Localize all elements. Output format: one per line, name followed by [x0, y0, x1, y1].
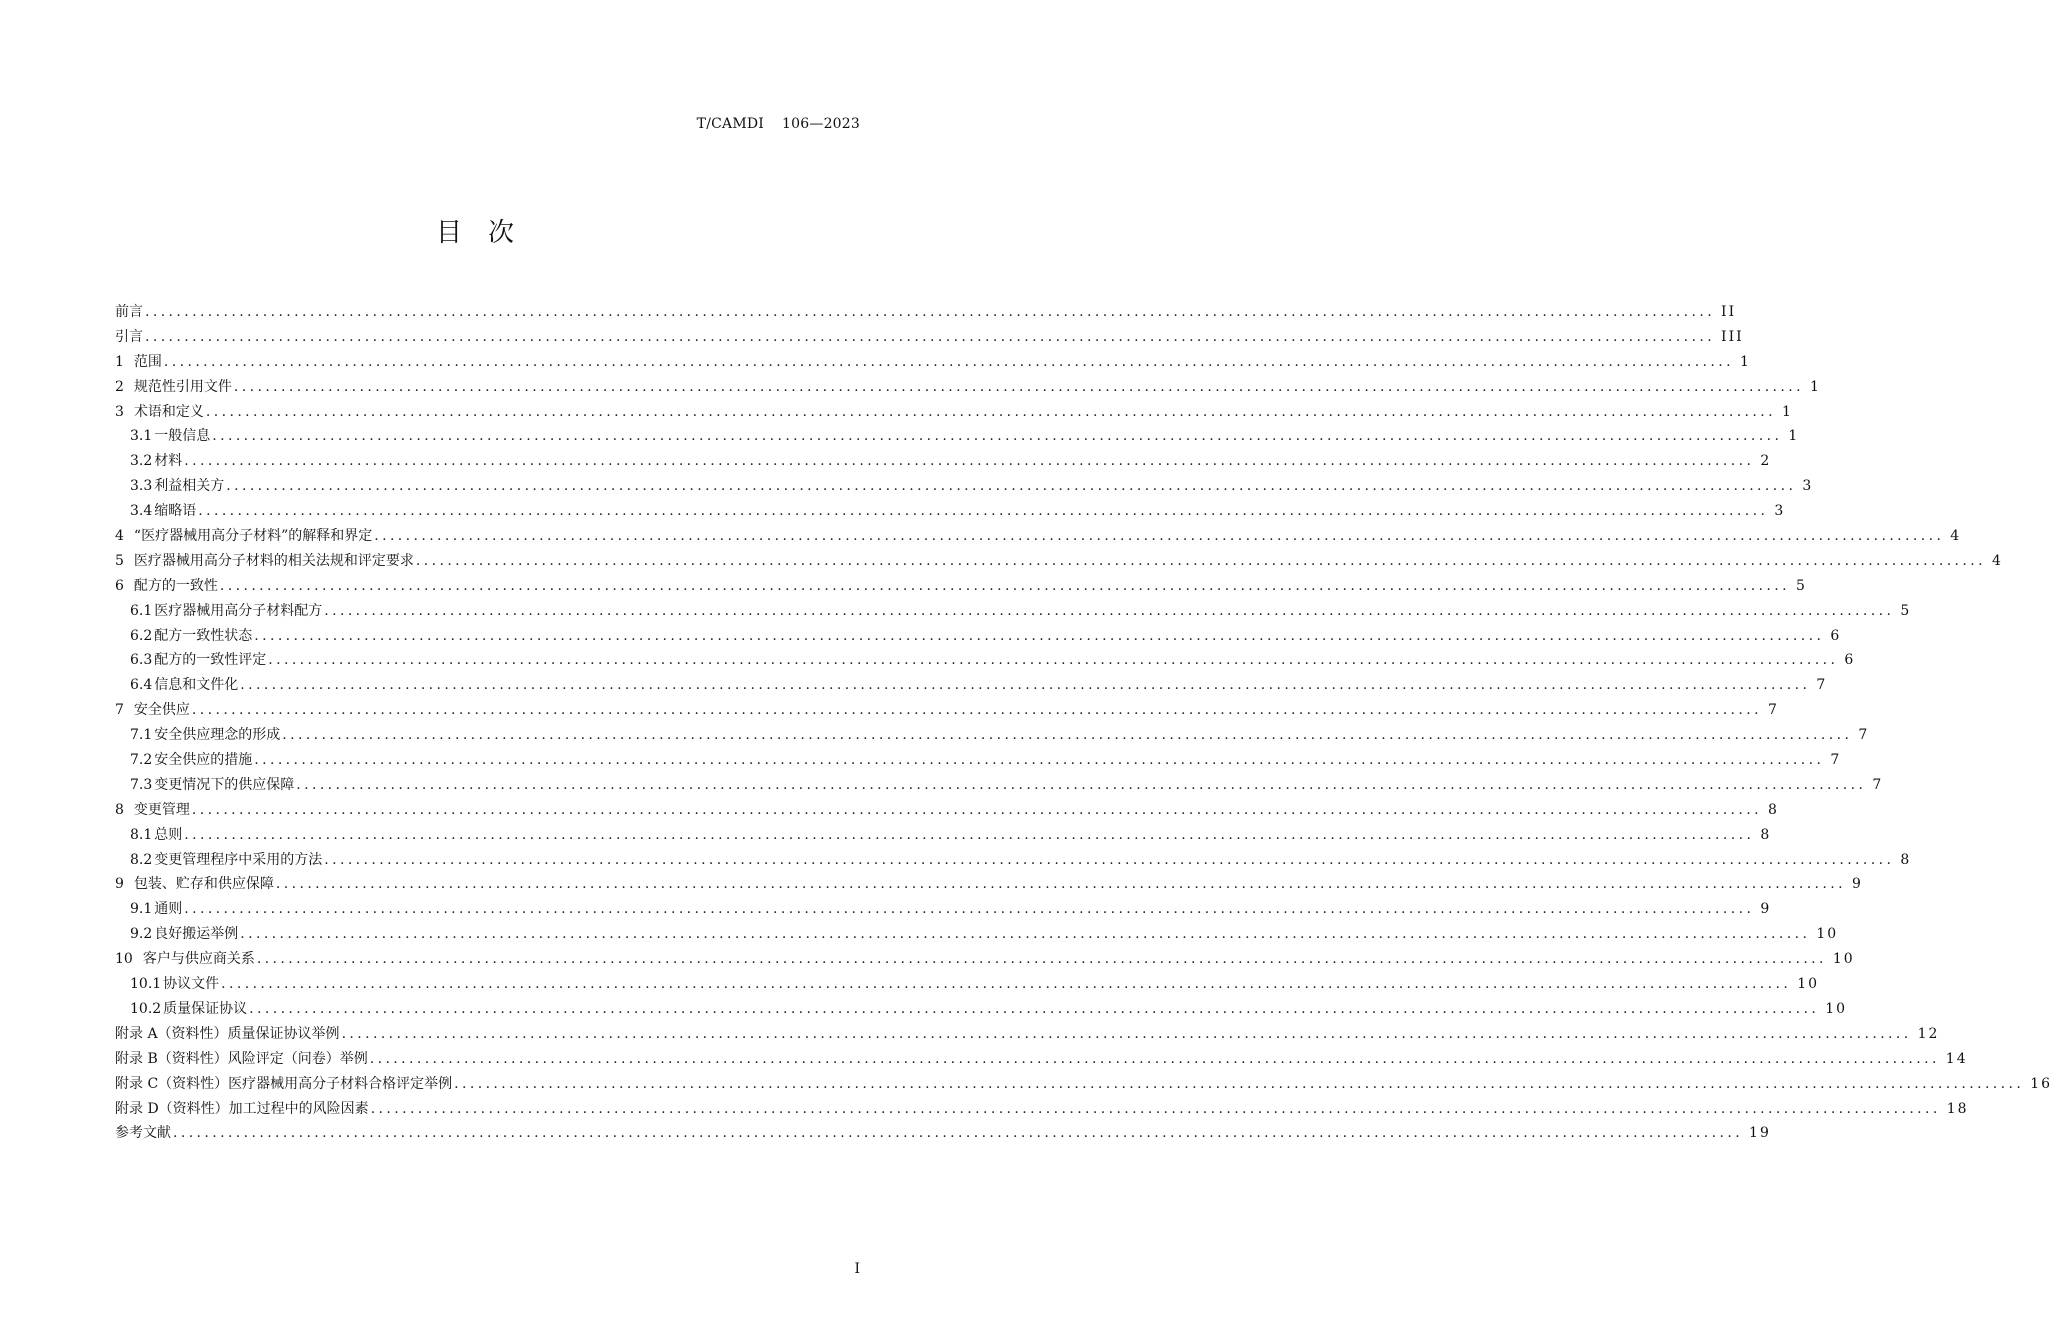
toc-entry-number: 9	[115, 876, 124, 893]
toc-entry-number: 6.3	[130, 652, 153, 669]
toc-dot-leader: ........................................................................................................................................................................................................	[205, 403, 1776, 420]
toc-entry-title	[130, 848, 322, 873]
toc-entry-label: 术语和定义	[133, 403, 204, 420]
toc-entry-title	[130, 823, 182, 848]
toc-entry[interactable]	[115, 848, 1912, 873]
toc-dot-leader: ........................................................................................................................................................................................................	[212, 428, 1783, 445]
toc-entry-page: 4	[1991, 552, 2003, 569]
toc-entry-title	[130, 748, 252, 773]
toc-entry-number: 6.2	[130, 627, 153, 644]
toc-entry-number: 4	[115, 528, 124, 545]
toc-dot-leader: ........................................................................................................................................................................................................	[240, 677, 1811, 694]
toc-entry-title	[130, 499, 196, 524]
toc-entry-label: 范围	[133, 353, 162, 370]
toc-entry-label: 配方的一致性	[133, 577, 218, 594]
standard-number: 106—2023	[782, 116, 860, 132]
toc-entry-page: 10	[1797, 976, 1820, 993]
toc-entry-number: 10	[115, 951, 133, 968]
toc-entry-page: 10	[1825, 1000, 1848, 1017]
toc-entry[interactable]	[115, 474, 1814, 499]
toc-dot-leader: ........................................................................................................................................................................................................	[173, 1125, 1744, 1142]
toc-entry-label: “医疗器械用高分子材料”的解释和界定	[133, 528, 373, 545]
toc-entry-page: 5	[1900, 602, 1912, 619]
toc-entry-number: 3.2	[130, 453, 153, 470]
toc-entry-label: 附录 B（资料性）风险评定（问卷）举例	[115, 1050, 368, 1067]
toc-entry[interactable]	[115, 1022, 1940, 1047]
toc-entry-label: 客户与供应商关系	[142, 951, 255, 968]
toc-dot-leader: ........................................................................................................................................................................................................	[145, 304, 1716, 320]
toc-entry-label: 引言	[115, 328, 143, 345]
toc-entry-title	[115, 574, 218, 599]
toc-entry-page: 6	[1830, 627, 1842, 644]
table-of-contents	[115, 300, 2052, 1146]
toc-dot-leader: ........................................................................................................................................................................................................	[341, 1025, 1912, 1042]
toc-entry-label: 变更管理	[133, 801, 190, 818]
toc-entry-label: 良好搬运举例	[154, 926, 239, 943]
toc-entry-page: 10	[1816, 926, 1839, 943]
toc-entry-page: 8	[1767, 801, 1779, 818]
toc-entry-number: 9.1	[130, 901, 153, 918]
toc-entry-number: 2	[115, 378, 124, 395]
toc-entry-label: 医疗器械用高分子材料的相关法规和评定要求	[133, 552, 414, 569]
toc-entry-label: 变更管理程序中采用的方法	[154, 851, 323, 868]
toc-dot-leader: ........................................................................................................................................................................................................	[282, 727, 1853, 744]
toc-entry-number: 6	[115, 577, 124, 594]
toc-dot-leader: ........................................................................................................................................................................................................	[296, 776, 1867, 793]
toc-entry-page: 7	[1858, 727, 1870, 744]
toc-entry-title	[115, 698, 190, 723]
toc-entry-title	[115, 300, 143, 325]
toc-dot-leader: ........................................................................................................................................................................................................	[268, 652, 1839, 669]
toc-entry-page: 10	[1832, 951, 1855, 968]
toc-entry-number: 8	[115, 801, 124, 818]
toc-entry[interactable]	[115, 524, 1962, 549]
toc-entry-page: 7	[1767, 702, 1779, 719]
toc-entry-title	[115, 325, 143, 350]
toc-entry-label: 变更情况下的供应保障	[154, 776, 295, 793]
toc-entry[interactable]	[115, 1047, 1968, 1072]
toc-dot-leader: ........................................................................................................................................................................................................	[370, 1100, 1941, 1117]
toc-dot-leader: ........................................................................................................................................................................................................	[145, 328, 1716, 345]
toc-entry-title	[115, 350, 162, 375]
toc-entry-page: 12	[1917, 1025, 1940, 1042]
toc-entry[interactable]	[115, 424, 1800, 449]
toc-dot-leader: ........................................................................................................................................................................................................	[275, 876, 1846, 893]
toc-dot-leader: ........................................................................................................................................................................................................	[221, 976, 1792, 993]
toc-entry-title	[130, 673, 238, 698]
toc-entry-label: 缩略语	[154, 503, 197, 520]
toc-entry-title	[130, 424, 210, 449]
toc-entry[interactable]	[115, 823, 1772, 848]
toc-entry-label: 利益相关方	[154, 478, 225, 495]
toc-entry-number: 3.3	[130, 478, 153, 495]
toc-entry-number: 9.2	[130, 926, 153, 943]
toc-dot-leader: ........................................................................................................................................................................................................	[254, 627, 1825, 644]
toc-entry-number: 6.1	[130, 602, 153, 619]
toc-entry-title	[130, 474, 224, 499]
toc-entry[interactable]	[115, 400, 1793, 425]
toc-entry-page: 1	[1809, 378, 1821, 395]
toc-entry-label: 安全供应	[133, 702, 190, 719]
toc-entry-title	[130, 648, 266, 673]
toc-entry-label: 协议文件	[163, 976, 220, 993]
toc-entry-page: II	[1721, 304, 1737, 320]
toc-entry-label: 信息和文件化	[154, 677, 239, 694]
toc-dot-leader: ........................................................................................................................................................................................................	[415, 552, 1986, 569]
toc-entry-page: 18	[1946, 1100, 1969, 1117]
standard-code: T/CAMDI	[696, 116, 765, 132]
toc-entry-title	[115, 400, 204, 425]
toc-entry-title	[130, 972, 219, 997]
toc-entry-label: 参考文献	[115, 1125, 171, 1142]
toc-dot-leader: ........................................................................................................................................................................................................	[369, 1050, 1940, 1067]
toc-entry[interactable]	[115, 648, 1856, 673]
toc-dot-leader: ........................................................................................................................................................................................................	[163, 353, 1734, 370]
toc-entry[interactable]	[115, 972, 1820, 997]
toc-entry-page: 19	[1749, 1125, 1771, 1142]
toc-entry-title	[115, 1047, 368, 1072]
toc-entry-title	[115, 1072, 452, 1097]
toc-dot-leader: ........................................................................................................................................................................................................	[324, 851, 1895, 868]
toc-entry-page: 16	[2030, 1075, 2052, 1092]
toc-entry-label: 附录 D（资料性）加工过程中的风险因素	[115, 1100, 369, 1117]
toc-entry[interactable]	[115, 350, 1751, 375]
toc-entry-label: 总则	[154, 826, 183, 843]
toc-entry-number: 7	[115, 702, 124, 719]
toc-entry-page: 6	[1844, 652, 1856, 669]
toc-entry-page: 7	[1830, 752, 1842, 769]
toc-entry-page: III	[1721, 328, 1744, 345]
toc-dot-leader: ........................................................................................................................................................................................................	[191, 702, 1762, 719]
toc-entry-title	[115, 375, 232, 400]
toc-entry[interactable]	[115, 798, 1779, 823]
toc-entry-label: 规范性引用文件	[133, 378, 232, 395]
toc-dot-leader: ........................................................................................................................................................................................................	[249, 1000, 1820, 1017]
toc-entry-page: 8	[1900, 851, 1912, 868]
toc-dot-leader: ........................................................................................................................................................................................................	[184, 901, 1755, 918]
toc-entry[interactable]	[115, 773, 1884, 798]
toc-entry[interactable]	[115, 947, 1855, 972]
toc-entry-page: 4	[1950, 528, 1962, 545]
toc-entry-number: 6.4	[130, 677, 153, 694]
toc-entry-page: 2	[1760, 453, 1772, 470]
toc-entry[interactable]	[115, 325, 1744, 350]
toc-entry[interactable]	[115, 1072, 2052, 1097]
toc-dot-leader: ........................................................................................................................................................................................................	[219, 577, 1790, 594]
toc-entry-title	[130, 723, 280, 748]
toc-entry-page: 1	[1781, 403, 1793, 420]
toc-entry-label: 质量保证协议	[163, 1000, 248, 1017]
toc-entry-number: 5	[115, 552, 124, 569]
toc-entry-title	[115, 1097, 369, 1122]
toc-entry-page: 3	[1802, 478, 1814, 495]
toc-entry[interactable]	[115, 997, 1848, 1022]
toc-entry[interactable]	[115, 300, 1737, 325]
toc-entry-label: 医疗器械用高分子材料配方	[154, 602, 323, 619]
toc-entry[interactable]	[115, 1097, 1969, 1122]
toc-entry[interactable]	[115, 624, 1842, 649]
toc-entry-title	[115, 798, 190, 823]
toc-entry-page: 7	[1816, 677, 1828, 694]
toc-entry-label: 通则	[154, 901, 183, 918]
toc-entry[interactable]	[115, 375, 1821, 400]
toc-entry-title	[115, 524, 372, 549]
toc-entry-page: 9	[1760, 901, 1772, 918]
toc-entry-page: 1	[1739, 353, 1751, 370]
toc-dot-leader: ........................................................................................................................................................................................................	[184, 826, 1755, 843]
toc-dot-leader: ........................................................................................................................................................................................................	[254, 752, 1825, 769]
toc-entry-number: 8.1	[130, 826, 153, 843]
toc-entry-title	[130, 897, 182, 922]
toc-entry-label: 配方的一致性评定	[154, 652, 267, 669]
toc-entry-page: 9	[1851, 876, 1863, 893]
toc-entry-title	[130, 599, 322, 624]
toc-entry-number: 3	[115, 403, 124, 420]
toc-entry-label: 附录 A（资料性）质量保证协议举例	[115, 1025, 340, 1042]
toc-entry-label: 材料	[154, 453, 183, 470]
toc-entry[interactable]	[115, 872, 1863, 897]
toc-entry-label: 包装、贮存和供应保障	[133, 876, 274, 893]
toc-entry[interactable]	[115, 574, 1807, 599]
toc-entry[interactable]	[115, 549, 2003, 574]
toc-dot-leader: ........................................................................................................................................................................................................	[198, 503, 1769, 520]
toc-entry-title	[115, 872, 274, 897]
standard-identifier	[697, 116, 860, 132]
toc-entry[interactable]	[115, 599, 1912, 624]
toc-entry-number: 3.1	[130, 428, 153, 445]
toc-entry-label: 一般信息	[154, 428, 211, 445]
toc-entry[interactable]	[115, 748, 1842, 773]
toc-entry[interactable]	[115, 723, 1870, 748]
toc-entry[interactable]	[115, 449, 1772, 474]
toc-dot-leader: ........................................................................................................................................................................................................	[454, 1075, 2025, 1092]
toc-dot-leader: ........................................................................................................................................................................................................	[324, 602, 1895, 619]
toc-entry-title	[130, 773, 294, 798]
toc-entry-label: 配方一致性状态	[154, 627, 253, 644]
toc-entry-title	[130, 449, 182, 474]
toc-entry[interactable]	[115, 922, 1839, 947]
toc-entry[interactable]	[115, 673, 1828, 698]
toc-dot-leader: ........................................................................................................................................................................................................	[240, 926, 1811, 943]
toc-entry[interactable]	[115, 1121, 1771, 1146]
toc-entry-page: 8	[1760, 826, 1772, 843]
toc-entry-page: 3	[1774, 503, 1786, 520]
toc-entry-number: 1	[115, 353, 124, 370]
toc-entry[interactable]	[115, 698, 1779, 723]
toc-entry-title	[115, 549, 414, 574]
toc-entry-page: 5	[1795, 577, 1807, 594]
toc-entry-number: 7.1	[130, 727, 153, 744]
toc-dot-leader: ........................................................................................................................................................................................................	[191, 801, 1762, 818]
toc-entry[interactable]	[115, 499, 1786, 524]
toc-dot-leader: ........................................................................................................................................................................................................	[184, 453, 1755, 470]
toc-entry-label: 安全供应的措施	[154, 752, 253, 769]
toc-dot-leader: ........................................................................................................................................................................................................	[256, 951, 1827, 968]
toc-entry[interactable]	[115, 897, 1772, 922]
toc-entry-label: 安全供应理念的形成	[154, 727, 281, 744]
toc-entry-title	[130, 997, 247, 1022]
toc-entry-number: 3.4	[130, 503, 153, 520]
toc-entry-title	[130, 922, 238, 947]
toc-entry-page: 14	[1945, 1050, 1968, 1067]
toc-dot-leader: ........................................................................................................................................................................................................	[226, 478, 1797, 495]
toc-entry-title	[115, 947, 255, 972]
toc-entry-number: 7.3	[130, 776, 153, 793]
toc-entry-page: 7	[1872, 776, 1884, 793]
toc-entry-title	[115, 1121, 171, 1146]
toc-entry-number: 10.1	[130, 976, 162, 993]
toc-entry-label: 附录 C（资料性）医疗器械用高分子材料合格评定举例	[115, 1075, 453, 1092]
toc-entry-page: 1	[1788, 428, 1800, 445]
toc-entry-number: 7.2	[130, 752, 153, 769]
toc-entry-title	[130, 624, 252, 649]
page-folio: I	[854, 1261, 860, 1277]
toc-entry-label: 前言	[115, 304, 143, 320]
toc-dot-leader: ........................................................................................................................................................................................................	[233, 378, 1804, 395]
page-title: 目次	[435, 218, 540, 248]
toc-entry-number: 10.2	[130, 1000, 162, 1017]
toc-dot-leader: ........................................................................................................................................................................................................	[374, 528, 1945, 545]
toc-entry-number: 8.2	[130, 851, 153, 868]
toc-entry-title	[115, 1022, 340, 1047]
